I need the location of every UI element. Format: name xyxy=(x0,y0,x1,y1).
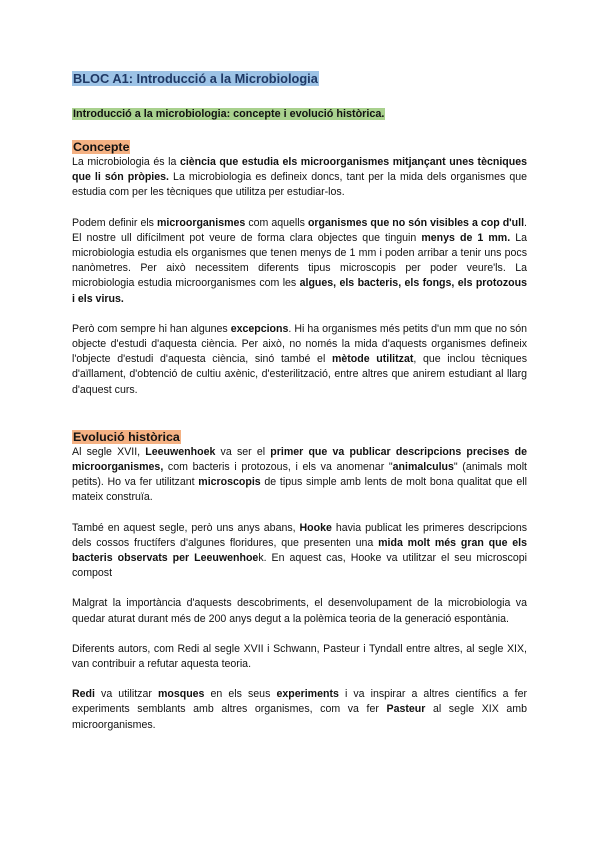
paragraph-concepte-3: Però com sempre hi han algunes excepcions. Hi ha organismes més petits d'un mm que no són objecte d'estudi d'aquesta ciència. Per això, no només la mida d'aquests organismes defineix l'objecte d'estudi d'aquesta ciència, sinó també el mètode utilitzat, que inclou tècniques d'aïllament, d'obtenció de cultiu axènic, d'esterilització, entre altres que anirem estudiant al llarg d'aquest curs. xyxy=(72,322,527,396)
paragraph-evolucio-5: Redi va utilitzar mosques en els seus experiments i va inspirar a altres científics a fer experiments semblants amb altres organismes, com va fer Pasteur al segle XIX amb microorganismes. xyxy=(72,688,527,731)
heading-concepte: Concepte xyxy=(73,140,130,154)
paragraph-evolucio-3: Malgrat la importància d'aquests descobriments, el desenvolupament de la microbiologia va quedar aturat durant més de 200 anys degut a la polèmica teoria de la generació espontània. xyxy=(72,597,527,625)
heading-evolucio: Evolució històrica xyxy=(73,429,180,444)
paragraph-concepte-1: La microbiologia és la ciència que estudia els microorganismes mitjançant unes tècniques que li són pròpies. La microbiologia es defineix doncs, tant per la mida dels organismes que estudia com per les tècniques que utilitza per estudiar-los. xyxy=(72,156,527,199)
paragraph-evolucio-2: També en aquest segle, però uns anys abans, Hooke havia publicat les primeres descripcions dels cossos fructífers d'algunes floridures, que presenten una mida molt més gran que els bacteris observats per Leeuwenhoek. En aquest cas, Hooke va utilitzar el seu microscopi compost xyxy=(72,521,528,580)
section-subtitle: Introducció a la microbiologia: concepte i evolució històrica. xyxy=(73,108,385,120)
paragraph-evolucio-4: Diferents autors, com Redi al segle XVII i Schwann, Pasteur i Tyndall entre altres, al segle XIX, van contribuir a refutar aquesta teoria. xyxy=(72,642,527,671)
paragraph-concepte-2: Podem definir els microorganismes com aquells organismes que no són visibles a cop d'ull. El nostre ull difícilment pot veure de forma clara objectes que tinguin menys de 1 mm. La microbiologia estudia els organismes que tenen menys de 1 mm i poden arribar a tenir uns pocs nanòmetres. Per això necessitem diferents tipus microscopis per poder veure'ls. La microbiologia estudia microorganismes com les algues, els bacteris, els fongs, els protozous i els virus. xyxy=(72,216,528,305)
document-content xyxy=(72,70,527,748)
section-gap xyxy=(72,413,527,430)
paragraph-evolucio-1: Al segle XVII, Leeuwenhoek va ser el primer que va publicar descripcions precises de microorganismes, com bacteris i protozous, i els va anomenar "animalculus" (animals molt petits). Ho va fer utilitzant microscopis de tipus simple amb lents de molt bona qualitat que ell mateix construïa. xyxy=(72,445,528,504)
document-title: BLOC A1: Introducció a la Microbiologia xyxy=(73,71,318,86)
